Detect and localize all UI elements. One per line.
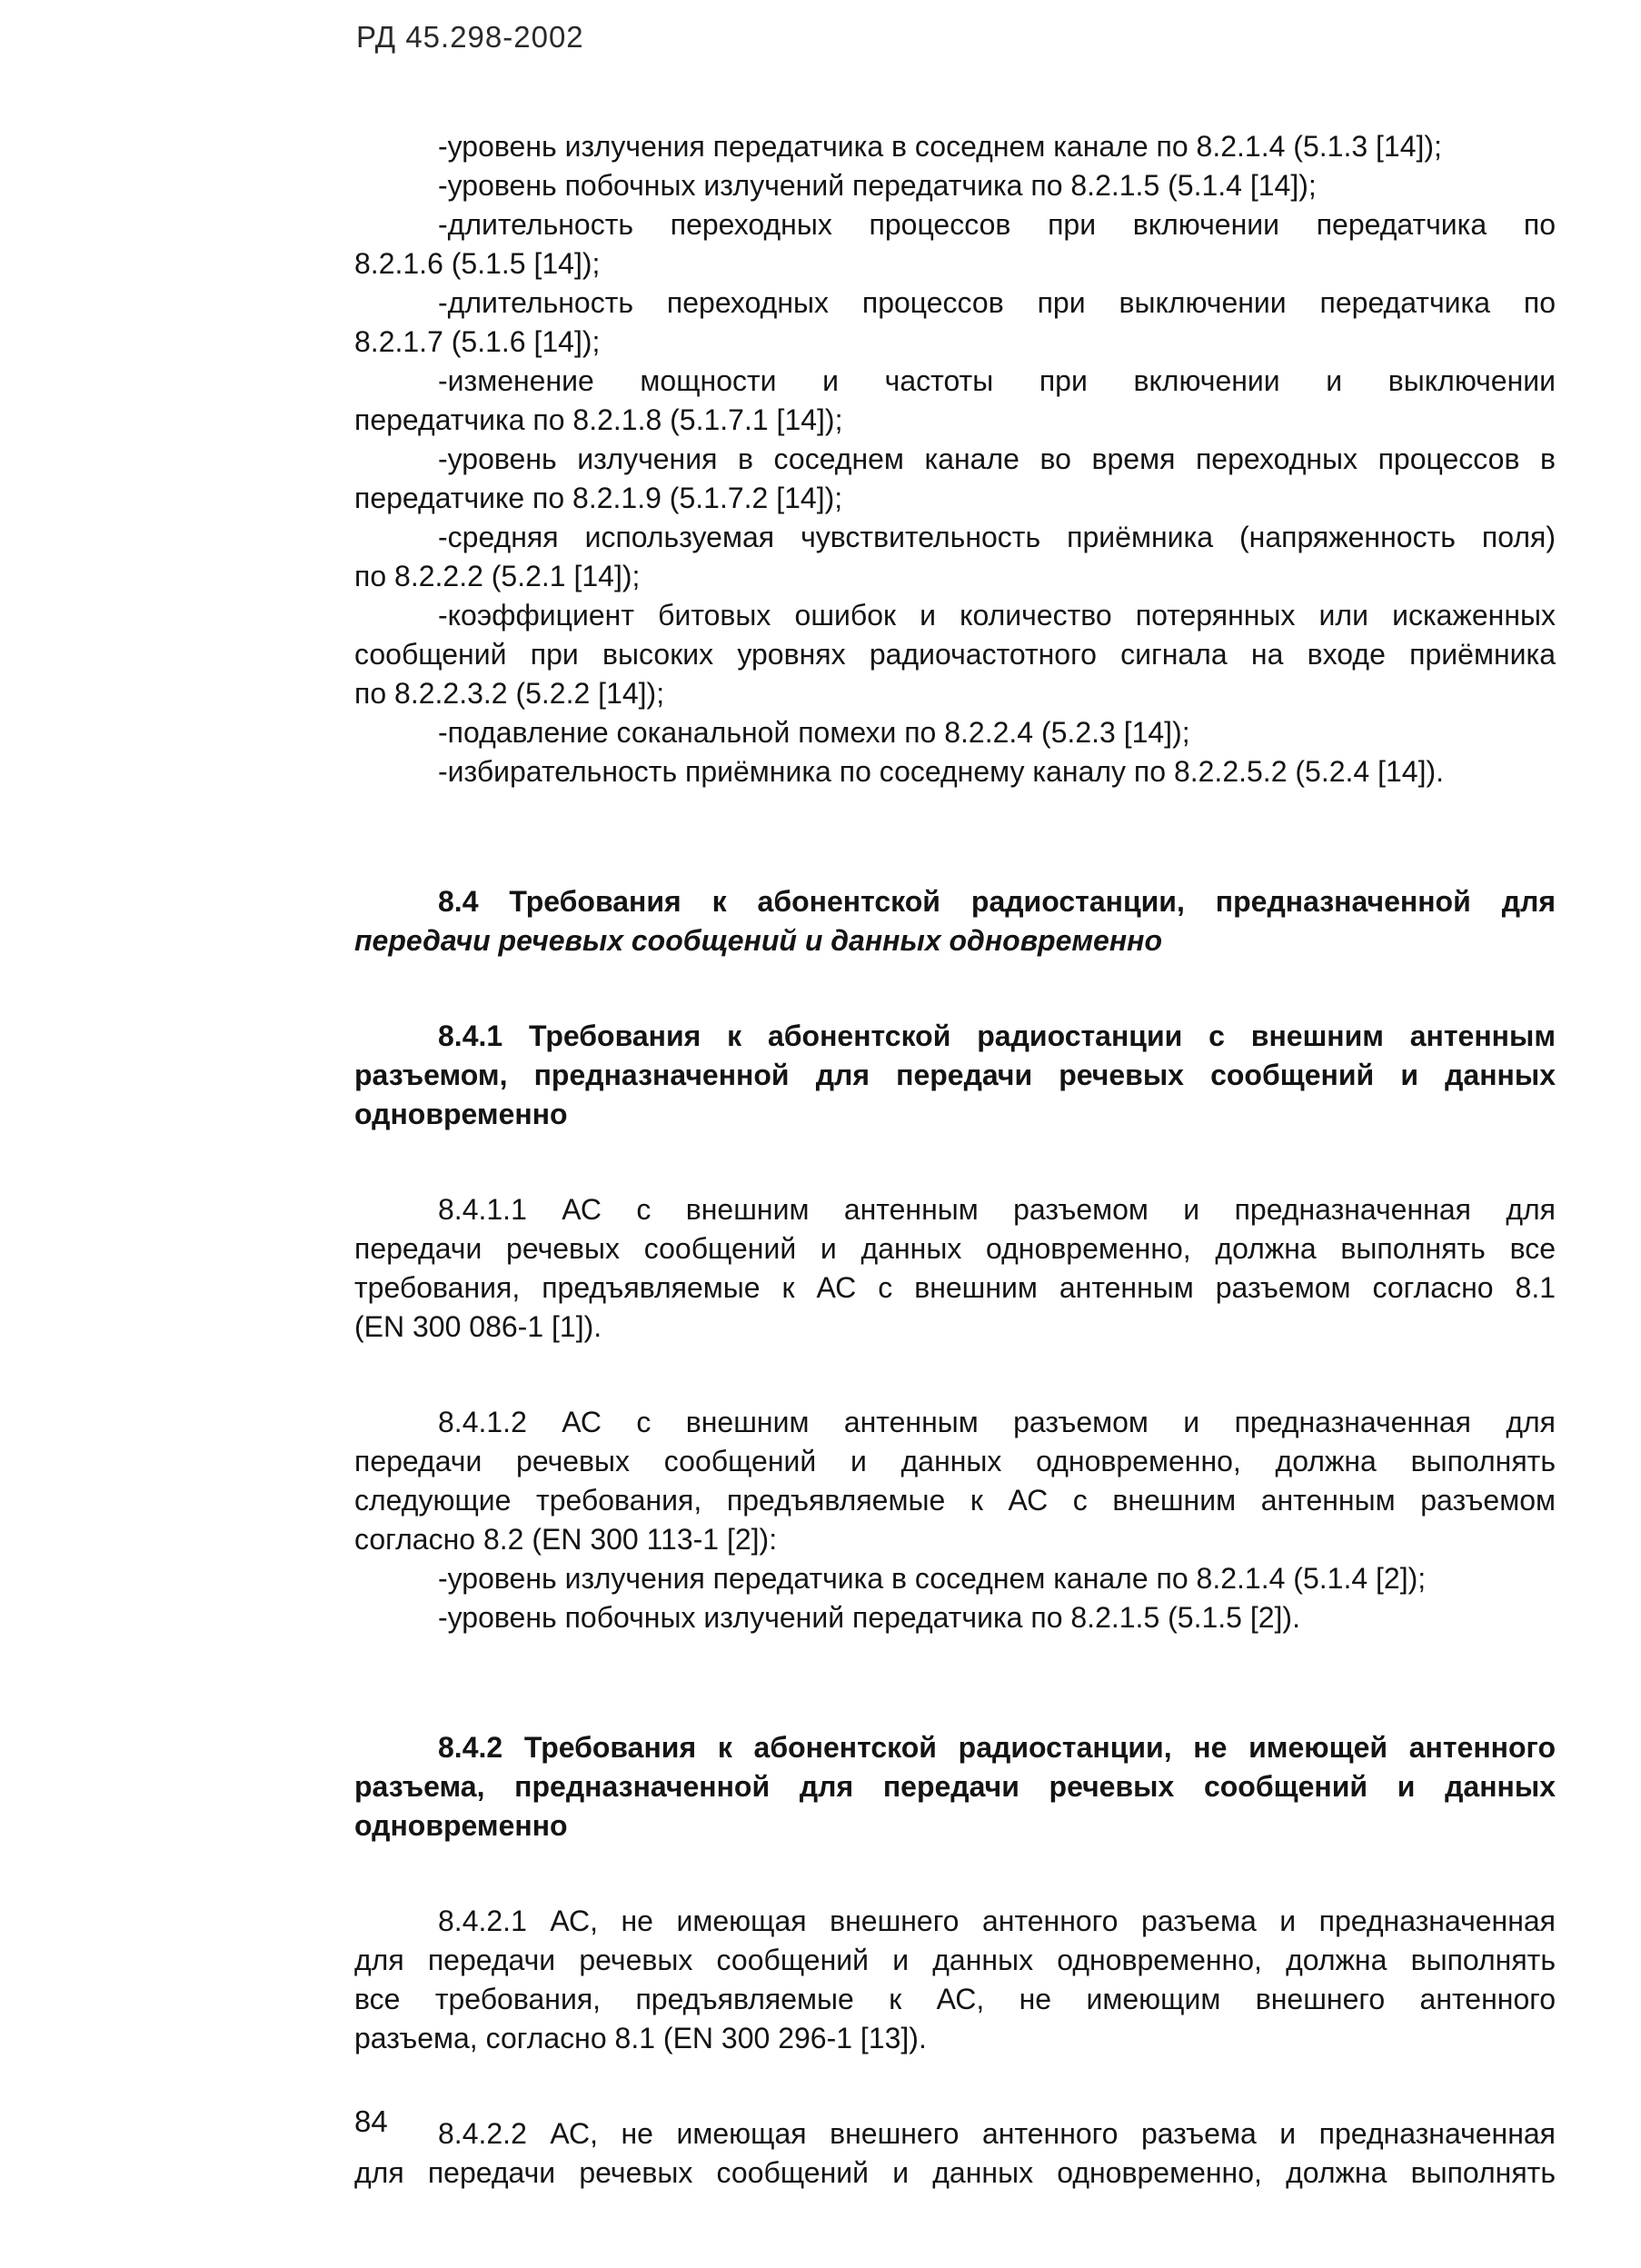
paragraph-line: передачи речевых сообщений и данных одновременно, должна выполнять [354, 1445, 1556, 1477]
heading-line: 8.4.2 Требования к абонентской радиостанции, не имеющей антенного [438, 1731, 1556, 1764]
heading-line: передачи речевых сообщений и данных одновременно [354, 924, 1163, 957]
list-item: -уровень побочных излучений передатчика по 8.2.1.5 (5.1.4 [14]); [438, 169, 1317, 202]
heading-line: одновременно [354, 1809, 568, 1842]
list-item-continuation: 8.2.1.6 (5.1.5 [14]); [354, 247, 601, 280]
paragraph-line: для передачи речевых сообщений и данных одновременно, должна выполнять [354, 1944, 1556, 1976]
list-item: -длительность переходных процессов при включении передатчика по [438, 208, 1556, 241]
requirements-list [354, 127, 1556, 791]
list-item: -подавление соканальной помехи по 8.2.2.4 (5.2.3 [14]); [438, 716, 1190, 749]
page-body [354, 127, 1556, 2193]
paragraph-line: (EN 300 086-1 [1]). [354, 1310, 602, 1343]
paragraph-line: передачи речевых сообщений и данных одновременно, должна выполнять все [354, 1232, 1556, 1265]
paragraph-line: 8.4.1.2 АС с внешним антенным разъемом и предназначенная для [438, 1406, 1556, 1438]
paragraph-line: разъема, согласно 8.1 (EN 300 296-1 [13]). [354, 2022, 927, 2054]
section-heading-8-4 [354, 882, 1556, 960]
heading-line: разъема, предназначенной для передачи речевых сообщений и данных [354, 1770, 1556, 1803]
paragraph-line: для передачи речевых сообщений и данных одновременно, должна выполнять [354, 2156, 1556, 2189]
list-item: -изменение мощности и частоты при включении и выключении [438, 364, 1556, 397]
paragraph-line: следующие требования, предъявляемые к АС с внешним антенным разъемом [354, 1484, 1556, 1517]
heading-line: 8.4 Требования к абонентской радиостанции, предназначенной для [438, 885, 1556, 918]
list-item-continuation: передатчика по 8.2.1.8 (5.1.7.1 [14]); [354, 403, 843, 436]
page-number: 84 [354, 2104, 388, 2138]
list-item: -уровень излучения передатчика в соседнем канале по 8.2.1.4 (5.1.4 [2]); [438, 1562, 1427, 1595]
paragraph-line: все требования, предъявляемые к АС, не имеющим внешнего антенного [354, 1983, 1556, 2015]
paragraph-8-4-1-2 [354, 1403, 1556, 1637]
paragraph-line: согласно 8.2 (EN 300 113-1 [2]): [354, 1523, 778, 1556]
list-item-continuation: по 8.2.2.3.2 (5.2.2 [14]); [354, 677, 665, 710]
paragraph-line: 8.4.2.1 АС, не имеющая внешнего антенного разъема и предназначенная [438, 1905, 1556, 1937]
list-item: -уровень побочных излучений передатчика по 8.2.1.5 (5.1.5 [2]). [438, 1601, 1300, 1634]
document-code: РД 45.298-2002 [356, 20, 584, 54]
list-item: -избирательность приёмника по соседнему каналу по 8.2.2.5.2 (5.2.4 [14]). [438, 755, 1445, 788]
heading-line: одновременно [354, 1098, 568, 1130]
list-item-continuation: по 8.2.2.2 (5.2.1 [14]); [354, 560, 641, 592]
paragraph-line: требования, предъявляемые к АС с внешним антенным разъемом согласно 8.1 [354, 1271, 1556, 1304]
list-item: -уровень излучения передатчика в соседнем канале по 8.2.1.4 (5.1.3 [14]); [438, 130, 1442, 163]
list-item-continuation: передатчике по 8.2.1.9 (5.1.7.2 [14]); [354, 482, 843, 514]
paragraph-8-4-1-1 [354, 1190, 1556, 1347]
list-item: -уровень излучения в соседнем канале во время переходных процессов в [438, 443, 1556, 475]
list-item: -длительность переходных процессов при выключении передатчика по [438, 286, 1556, 319]
list-item-continuation: 8.2.1.7 (5.1.6 [14]); [354, 325, 601, 358]
paragraph-8-4-2-2 [354, 2114, 1556, 2193]
section-heading-8-4-2 [354, 1728, 1556, 1845]
list-item: -коэффициент битовых ошибок и количество потерянных или искаженных [438, 599, 1556, 632]
list-item-continuation: сообщений при высоких уровнях радиочастотного сигнала на входе приёмника [354, 638, 1556, 671]
list-item: -средняя используемая чувствительность приёмника (напряженность поля) [438, 521, 1556, 553]
paragraph-line: 8.4.2.2 АС, не имеющая внешнего антенного разъема и предназначенная [438, 2117, 1556, 2150]
heading-line: 8.4.1 Требования к абонентской радиостанции с внешним антенным [438, 1020, 1556, 1052]
paragraph-8-4-2-1 [354, 1902, 1556, 2058]
paragraph-line: 8.4.1.1 АС с внешним антенным разъемом и предназначенная для [438, 1193, 1556, 1226]
heading-line: разъемом, предназначенной для передачи речевых сообщений и данных [354, 1059, 1556, 1091]
section-heading-8-4-1 [354, 1017, 1556, 1134]
